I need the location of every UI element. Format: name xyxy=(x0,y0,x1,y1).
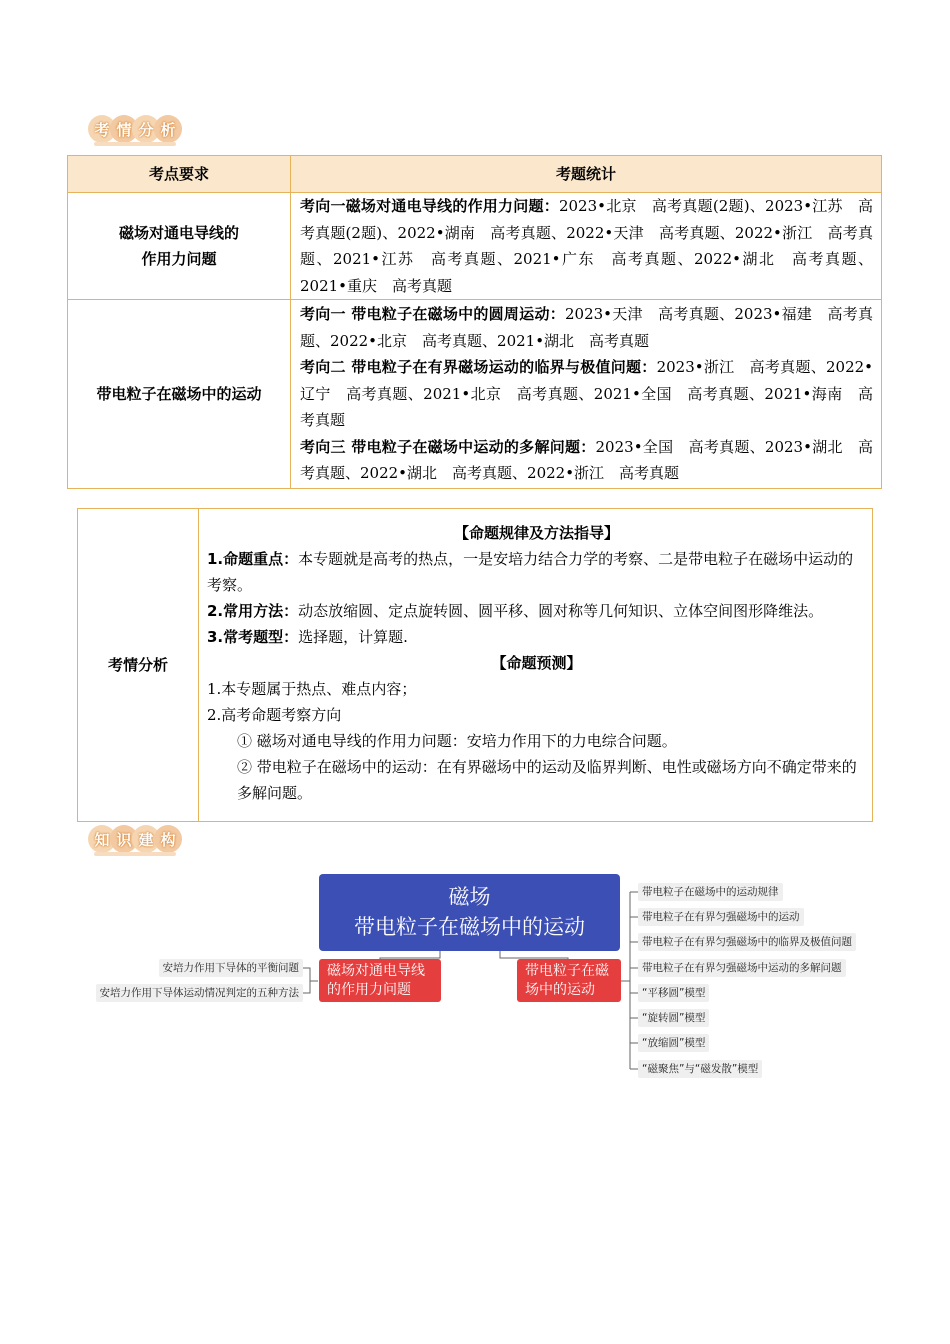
mindmap-leaf: “放缩圆”模型 xyxy=(638,1034,709,1052)
direction-text: 2023•全国 高考真题、2023•湖北 高考真题、2022•湖北 高考真题、2022•浙江 高考真题 xyxy=(300,437,873,483)
direction-title: 考向一磁场对通电导线的作用力问题： xyxy=(300,197,559,215)
root-subtitle: 带电粒子在磁场中的运动 xyxy=(354,915,585,939)
direction-text: 2023•天津 高考真题、2023•福建 高考真题、2022•北京 高考真题、2021•湖北 高考真题 xyxy=(300,305,873,350)
header-statistics: 考题统计 xyxy=(291,156,882,193)
root-title: 磁场 xyxy=(448,885,491,909)
mindmap-leaf: “平移圆”模型 xyxy=(638,984,709,1002)
paragraph-text: 本专题就是高考的热点，一是安培力结合力学的考察、二是带电粒子在磁场中运动的考察。 xyxy=(207,550,854,594)
paragraph-label: 1.命题重点： xyxy=(207,550,299,568)
section-heading: 【命题规律及方法指导】 xyxy=(453,524,619,542)
badge-char: 析 xyxy=(154,115,182,143)
mindmap-leaf: “旋转圆”模型 xyxy=(638,1009,709,1027)
direction-title: 考向二 带电粒子在有界磁场运动的临界与极值问题： xyxy=(300,358,657,377)
direction-title: 考向一 带电粒子在磁场中的圆周运动： xyxy=(300,305,565,324)
header-requirement: 考点要求 xyxy=(68,156,291,193)
badge-char: 考 xyxy=(88,115,116,143)
analysis-label: 考情分析 xyxy=(78,509,199,822)
mindmap-leaf: 带电粒子在磁场中的运动规律 xyxy=(638,883,783,901)
badge-char: 识 xyxy=(110,825,138,853)
mindmap-node-right: 带电粒子在磁 场中的运动 xyxy=(517,959,621,1002)
mindmap-leaf: 带电粒子在有界匀强磁场中的临界及极值问题 xyxy=(638,933,856,951)
paragraph: 1.本专题属于热点、难点内容； xyxy=(207,680,417,698)
mindmap-root xyxy=(319,874,620,951)
badge-char: 知 xyxy=(88,825,116,853)
mindmap-leaf: 安培力作用下导体运动情况判定的五种方法 xyxy=(96,984,304,1002)
direction-title: 考向三 带电粒子在磁场中运动的多解问题： xyxy=(300,437,596,456)
section-heading: 【命题预测】 xyxy=(491,654,582,672)
badge-char: 情 xyxy=(110,115,138,143)
paragraph-text: 动态放缩圆、定点旋转圆、圆平移、圆对称等几何知识、立体空间图形降维法。 xyxy=(298,602,824,620)
badge-char: 分 xyxy=(132,115,160,143)
mindmap-leaf: 带电粒子在有界匀强磁场中运动的多解问题 xyxy=(638,959,846,977)
list-item: ② 带电粒子在磁场中的运动：在有界磁场中的运动及临界判断、电性或磁场方向不确定带来的多解问题。 xyxy=(237,758,857,802)
direction-text: 2023•北京 高考真题(2题)、2023•江苏 高考真题(2题)、2022•湖南 高考真题、2022•天津 高考真题、2022•浙江 高考真题、2021•江苏 高考真题、2021•广东 高考真题、2022•湖北 高考真题、2021•重庆 高考真题 xyxy=(300,197,873,295)
list-item: ① 磁场对通电导线的作用力问题：安培力作用下的力电综合问题。 xyxy=(237,732,677,750)
mindmap-leaf: 安培力作用下导体的平衡问题 xyxy=(159,959,304,977)
mindmap-node-left: 磁场对通电导线 的作用力问题 xyxy=(319,959,441,1002)
badge-char: 建 xyxy=(132,825,160,853)
paragraph-label: 3.常考题型： xyxy=(207,628,299,646)
mindmap-leaf: 带电粒子在有界匀强磁场中的运动 xyxy=(638,908,804,926)
mindmap-leaf: “磁聚焦”与“磁发散”模型 xyxy=(638,1060,762,1078)
paragraph-text: 选择题，计算题. xyxy=(298,628,408,646)
requirement-cell: 磁场对通电导线的 作用力问题 xyxy=(68,193,291,300)
direction-text: 2023•浙江 高考真题、2022•辽宁 高考真题、2021•北京 高考真题、2021•全国 高考真题、2021•海南 高考真题 xyxy=(300,358,874,430)
paragraph-label: 2.常用方法： xyxy=(207,602,299,620)
badge-char: 构 xyxy=(154,825,182,853)
paragraph: 2.高考命题考察方向 xyxy=(207,706,342,724)
requirement-cell: 带电粒子在磁场中的运动 xyxy=(68,300,291,489)
